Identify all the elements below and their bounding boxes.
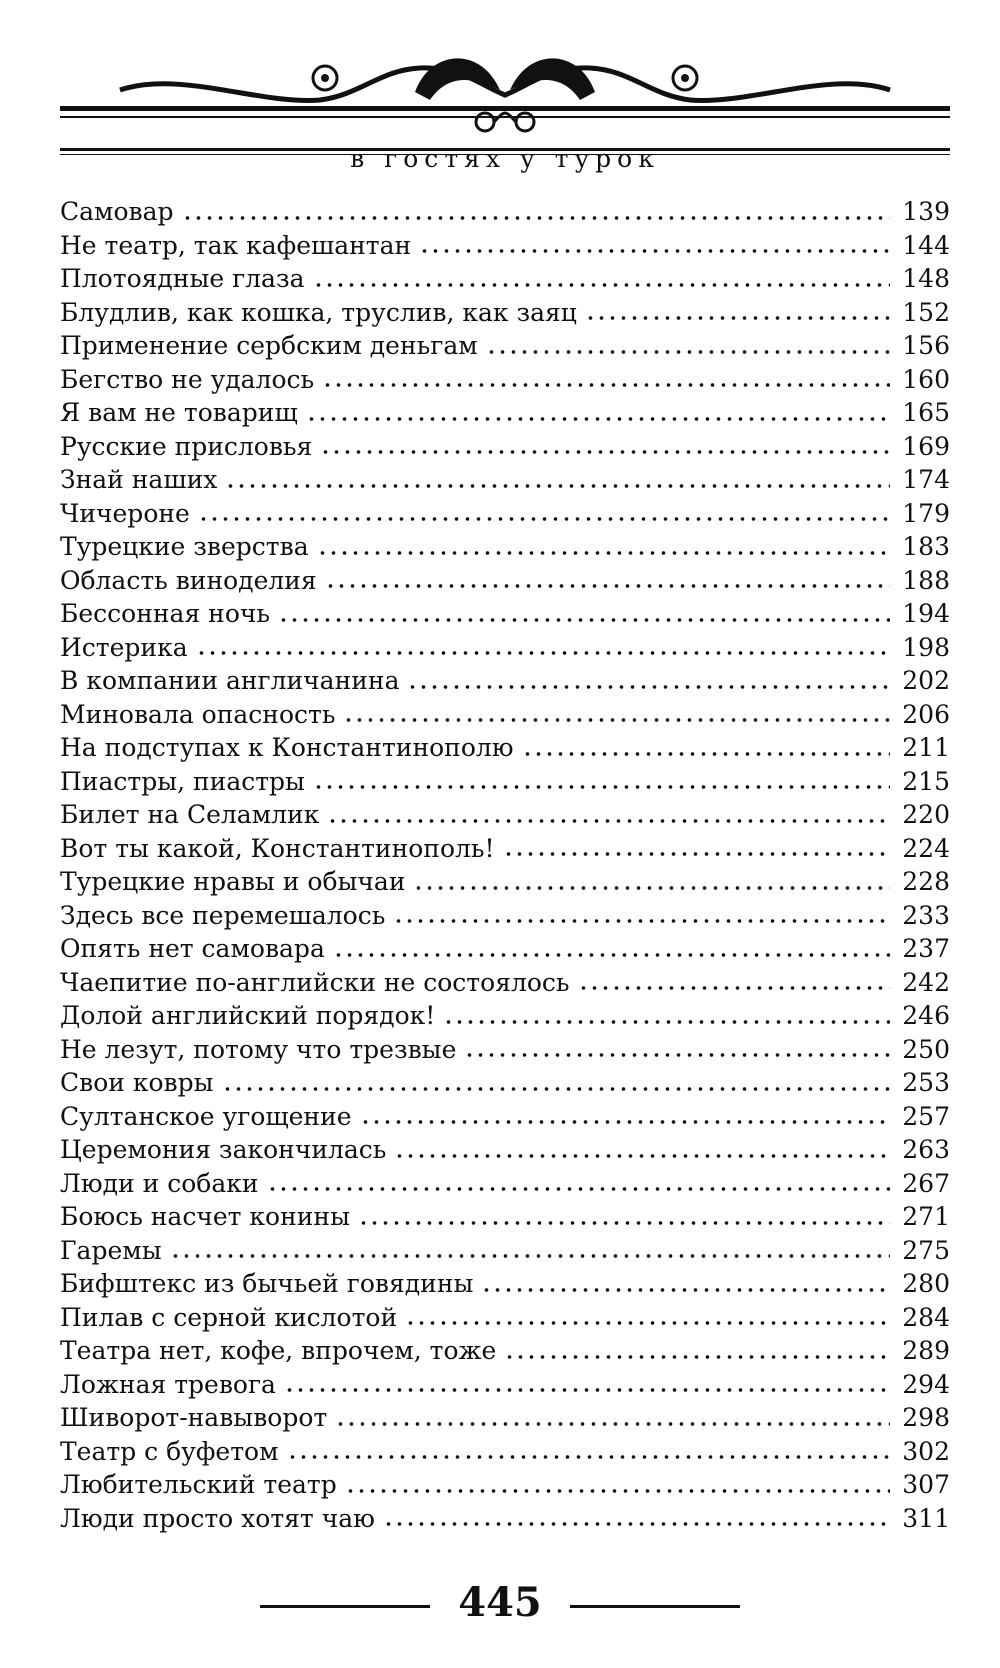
toc-entry [60,497,950,531]
toc-entry-page: 275 [902,1235,950,1265]
page-footer [250,1575,750,1625]
toc-entry-title: Русские присловья [60,431,313,461]
page-number: 445 [458,1579,542,1626]
toc-entry-page: 211 [902,733,950,762]
toc-entry-page: 294 [902,1369,950,1399]
dot-leader [225,484,890,488]
dot-leader [504,1355,890,1359]
toc-entry-title: Султанское угощение [60,1101,352,1131]
toc-entry [60,195,950,229]
toc-entry [60,1468,950,1502]
toc-entry [60,396,950,430]
toc-entry-page: 183 [902,532,950,561]
dot-leader [393,919,890,923]
toc-entry [60,765,950,799]
toc-entry-page: 271 [902,1202,950,1231]
toc-entry-page: 220 [902,800,950,829]
toc-entry-page: 250 [902,1034,950,1064]
dot-leader [327,819,890,823]
toc-entry-page: 246 [902,1001,950,1030]
toc-entry [60,329,950,363]
header-ornament [60,30,950,155]
toc-entry-page: 169 [902,431,950,461]
toc-entry [60,1267,950,1301]
dot-leader [407,685,890,689]
toc-entry-page: 280 [902,1269,950,1298]
dot-leader [267,1187,890,1191]
dot-leader [405,1321,890,1325]
toc-entry-page: 257 [902,1101,950,1131]
toc-entry-page: 152 [902,297,950,327]
toc-entry-title: Вот ты какой, Константинополь! [60,833,495,863]
dot-leader [278,618,890,622]
dot-leader [585,316,890,320]
dot-leader [343,718,890,722]
toc-entry-page: 202 [902,666,950,695]
toc-entry-title: Свои ковры [60,1068,214,1097]
toc-entry-title: Театра нет, кофе, впрочем, тоже [60,1336,497,1365]
toc-entry [60,1368,950,1402]
toc-entry-title: Люди просто хотят чаю [60,1503,375,1533]
toc-entry-page: 198 [902,632,950,662]
toc-entry [60,1401,950,1435]
toc-entry-title: Чичероне [60,498,190,528]
toc-entry-title: Люди и собаки [60,1168,259,1198]
toc-entry [60,363,950,397]
dot-leader [358,1221,890,1225]
toc-entry-title: Гаремы [60,1235,162,1265]
toc-entry-page: 165 [902,398,950,427]
toc-entry-page: 156 [902,331,950,360]
toc-entry [60,1066,950,1100]
toc-entry [60,430,950,464]
toc-entry-title: Чаепитие по-английски не состоялось [60,967,570,997]
toc-entry [60,631,950,665]
dot-leader [322,383,890,387]
toc-entry [60,798,950,832]
toc-entry-page: 233 [902,900,950,930]
toc-entry-page: 148 [902,264,950,293]
dot-leader [284,1388,890,1392]
toc-entry-title: Бегство не удалось [60,364,315,394]
dot-leader [320,450,890,454]
toc-entry-title: Истерика [60,632,188,662]
toc-entry [60,899,950,933]
toc-entry-page: 267 [902,1168,950,1198]
toc-entry [60,229,950,263]
toc-entry [60,932,950,966]
toc-entry [60,1200,950,1234]
dot-leader [345,1489,890,1493]
dot-leader [335,1422,890,1426]
dot-leader [486,350,890,354]
toc-entry-title: Боюсь насчет конины [60,1202,350,1231]
toc-entry-page: 215 [902,766,950,796]
toc-entry-title: Театр с буфетом [60,1436,279,1466]
dot-leader [333,953,890,957]
dot-leader [464,1053,890,1057]
toc-entry-page: 188 [902,565,950,595]
toc-entry-title: На подступах к Константинополю [60,733,514,762]
toc-entry-page: 160 [902,364,950,394]
dot-leader [222,1087,890,1091]
toc-entry [60,999,950,1033]
toc-entry [60,262,950,296]
toc-entry-page: 284 [902,1302,950,1332]
toc-entry [60,1100,950,1134]
dot-leader [306,417,890,421]
footer-rule-right [570,1605,740,1608]
toc-entry [60,463,950,497]
toc-entry [60,698,950,732]
dot-leader [170,1254,890,1258]
toc-entry-title: Опять нет самовара [60,934,325,963]
dot-leader [413,886,890,890]
toc-entry-title: Миновала опасность [60,699,336,729]
toc-entry-page: 144 [902,230,950,260]
dot-leader [196,651,890,655]
table-of-contents [60,195,950,1535]
toc-entry [60,1234,950,1268]
toc-entry-page: 242 [902,967,950,997]
toc-entry [60,564,950,598]
toc-entry-title: Здесь все перемешалось [60,900,386,930]
toc-entry-title: Ложная тревога [60,1369,276,1399]
toc-entry [60,832,950,866]
toc-entry-title: Билет на Селамлик [60,800,320,829]
toc-entry-title: Я вам не товарищ [60,398,298,427]
dot-leader [578,986,890,990]
toc-entry-page: 179 [902,498,950,528]
toc-entry [60,1334,950,1368]
toc-entry-title: Шиворот-навыворот [60,1403,328,1432]
toc-entry-page: 253 [902,1068,950,1097]
toc-entry-title: Не театр, так кафешантан [60,230,412,260]
dot-leader [481,1288,890,1292]
page-header [60,30,950,173]
toc-entry [60,1167,950,1201]
toc-entry [60,664,950,698]
toc-entry-page: 206 [902,699,950,729]
dot-leader [522,752,890,756]
dot-leader [419,249,890,253]
toc-entry-title: Церемония закончилась [60,1135,387,1164]
toc-entry [60,530,950,564]
toc-entry-title: Пиастры, пиастры [60,766,305,796]
toc-entry-page: 289 [902,1336,950,1365]
dot-leader [198,517,890,521]
toc-entry [60,731,950,765]
dot-leader [383,1522,890,1526]
toc-entry-title: Применение сербским деньгам [60,331,478,360]
dot-leader [360,1120,890,1124]
dot-leader [317,551,890,555]
toc-entry-title: Пилав с серной кислотой [60,1302,398,1332]
dot-leader [325,584,890,588]
toc-entry-title: Бессонная ночь [60,599,271,628]
dot-leader [503,852,890,856]
toc-entry-page: 311 [902,1503,950,1533]
toc-entry-title: Знай наших [60,465,218,494]
toc-entry-title: Любительский театр [60,1470,337,1499]
toc-entry-page: 237 [902,934,950,963]
dot-leader [443,1020,890,1024]
toc-entry-title: Область виноделия [60,565,317,595]
toc-entry [60,597,950,631]
toc-entry-title: Самовар [60,197,174,226]
toc-entry [60,1435,950,1469]
toc-entry [60,1301,950,1335]
toc-entry [60,966,950,1000]
toc-entry-page: 302 [902,1436,950,1466]
toc-entry-title: Плотоядные глаза [60,264,305,293]
toc-entry-title: Долой английский порядок! [60,1001,436,1030]
toc-entry-title: Турецкие нравы и обычаи [60,867,406,896]
toc-entry-page: 298 [902,1403,950,1432]
toc-entry [60,1133,950,1167]
toc-entry-title: Турецкие зверства [60,532,309,561]
toc-entry-title: Блудлив, как кошка, труслив, как заяц [60,297,577,327]
dot-leader [313,283,890,287]
toc-entry [60,1502,950,1536]
toc-entry [60,296,950,330]
toc-entry-page: 228 [902,867,950,896]
toc-entry-page: 174 [902,465,950,494]
toc-entry-page: 263 [902,1135,950,1164]
dot-leader [287,1455,890,1459]
toc-entry-page: 194 [902,599,950,628]
toc-entry-title: Бифштекс из бычьей говядины [60,1269,474,1298]
toc-entry-page: 139 [902,197,950,226]
dot-leader [313,785,890,789]
toc-entry-title: Не лезут, потому что трезвые [60,1034,457,1064]
toc-entry-title: В компании англичанина [60,666,400,695]
dot-leader [394,1154,890,1158]
running-title: в гостях у турок [350,144,660,173]
toc-entry-page: 307 [902,1470,950,1499]
toc-entry [60,1033,950,1067]
dot-leader [182,216,890,220]
toc-entry-page: 224 [902,833,950,863]
toc-entry [60,865,950,899]
